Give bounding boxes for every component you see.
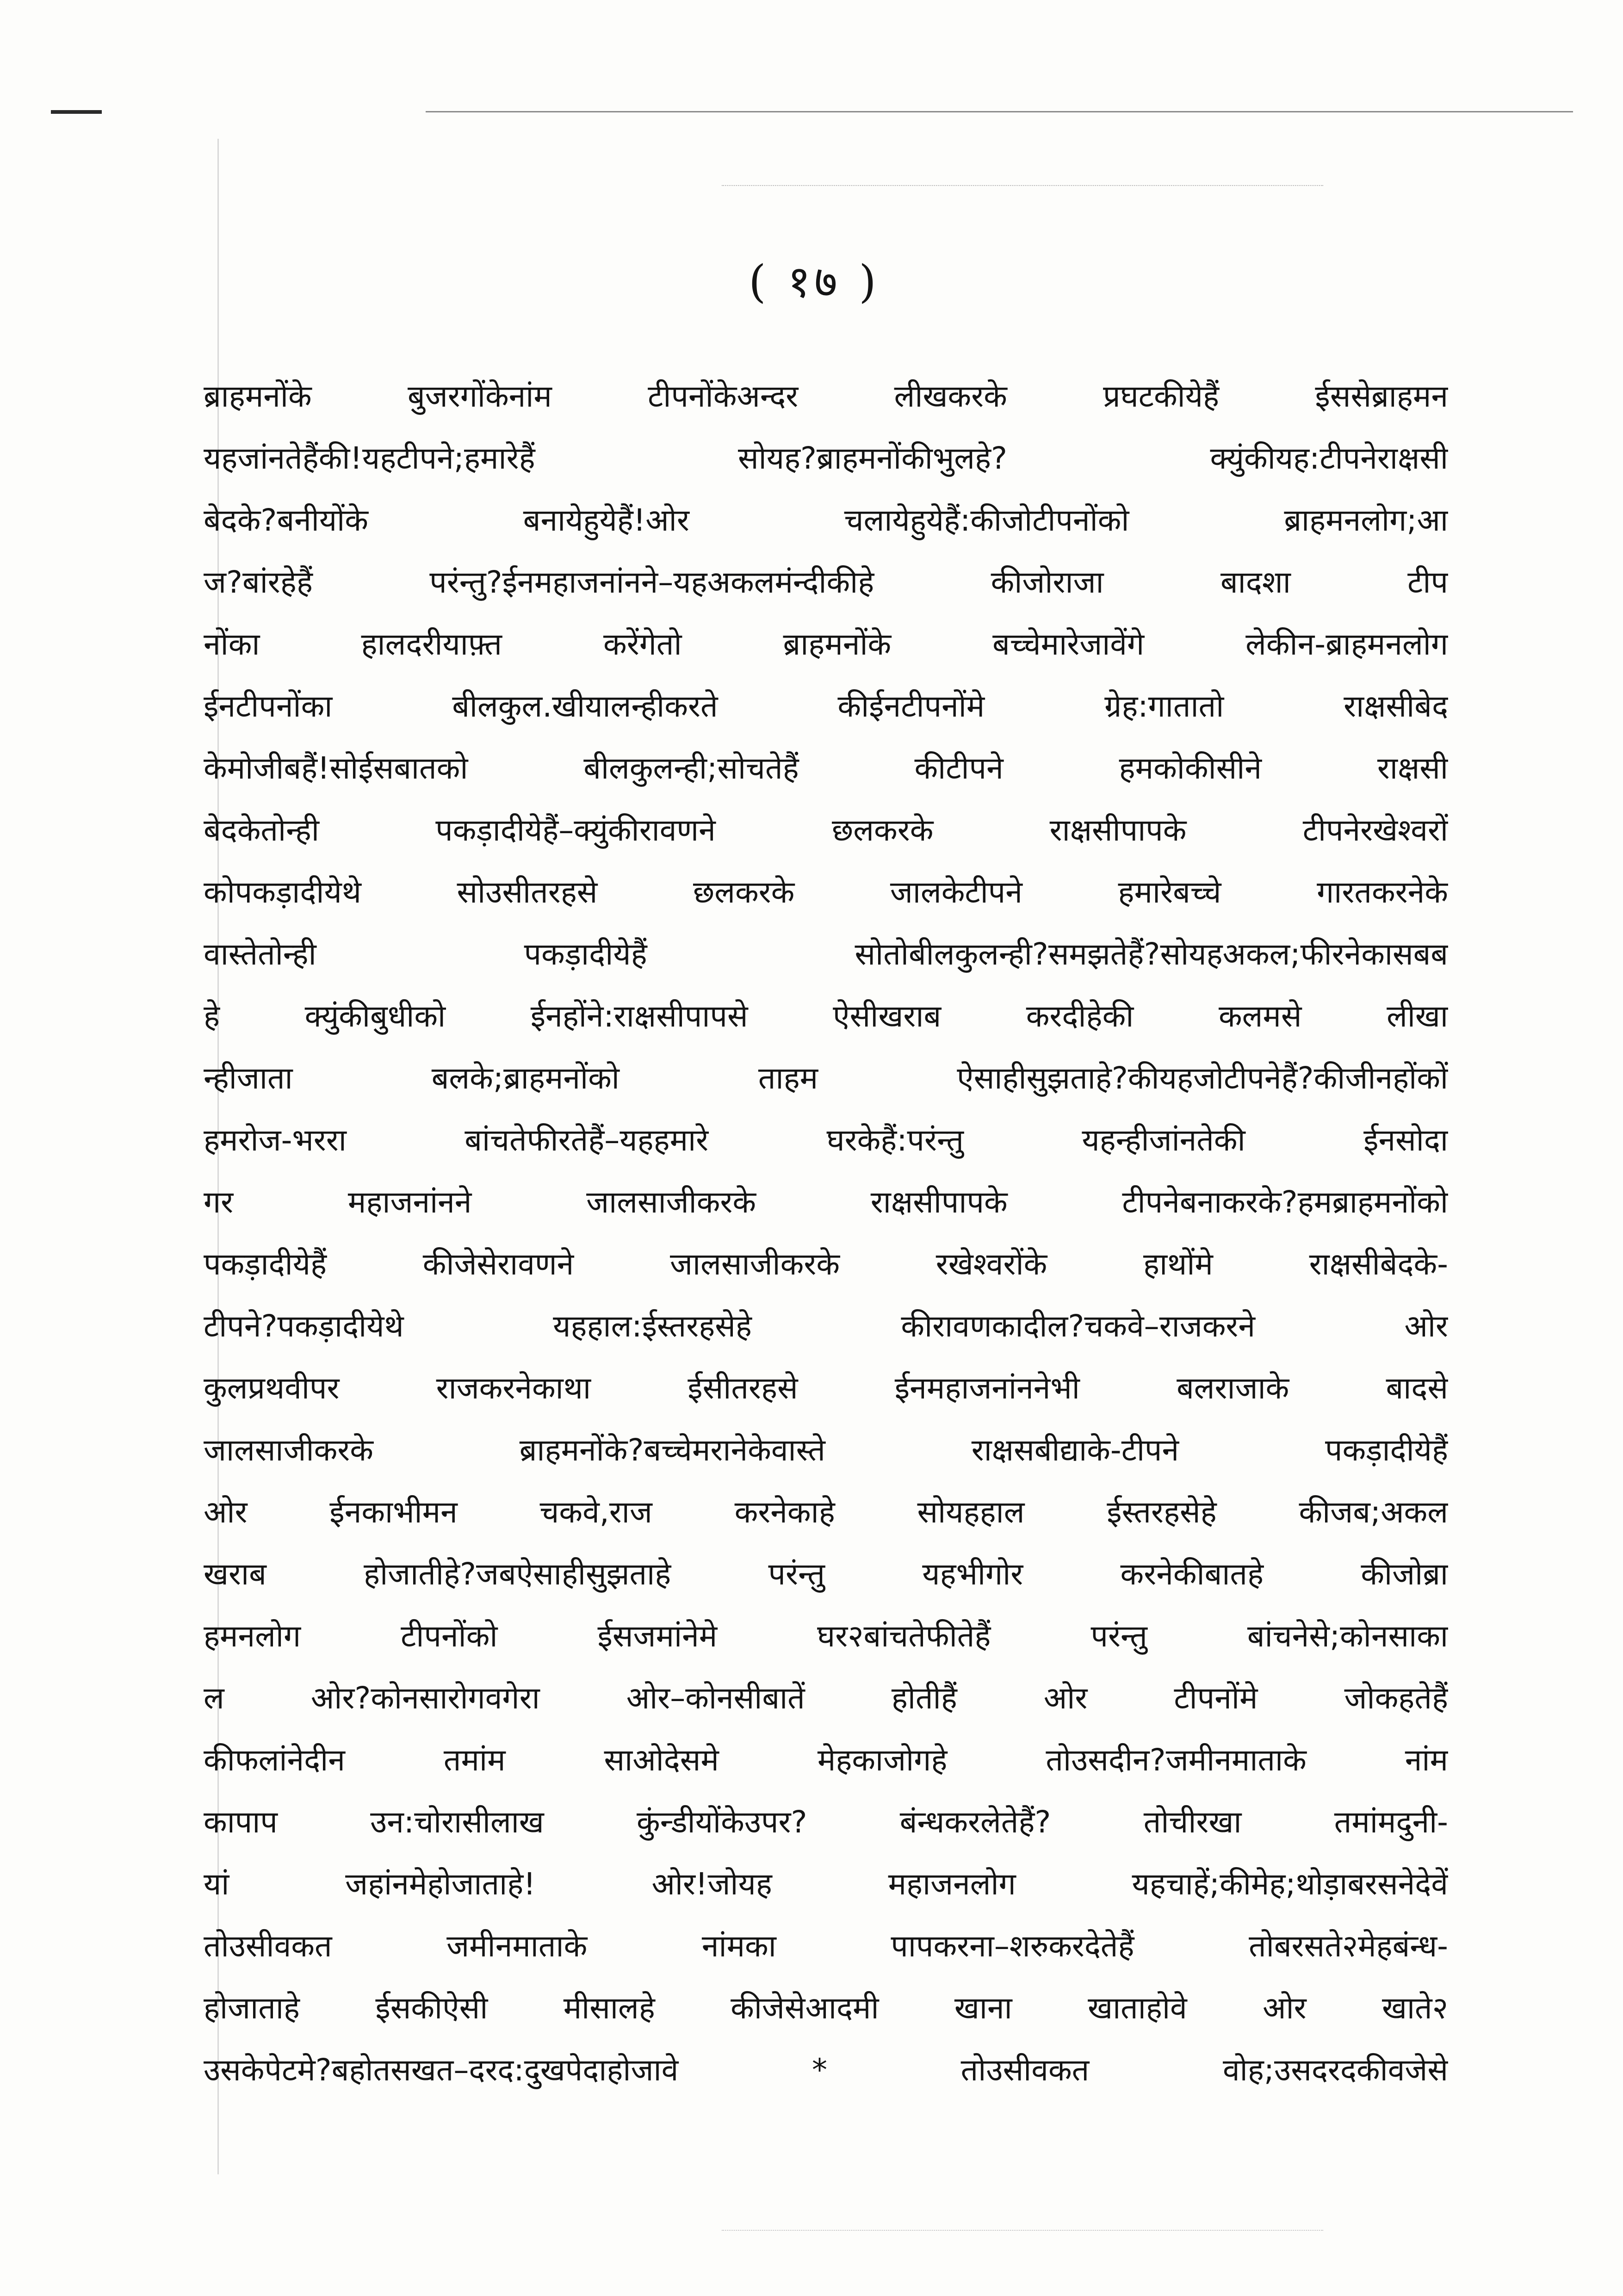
text-line: ईनटीपनोंका बीलकुल.खीयालन्हीकरते कीईनटीपनोंमे ग्रेह:गातातो राक्षसीबेद [204,688,1448,724]
text-line: बेदकेतोन्ही पकड़ादीयेहैं–क्युंकीरावणने छलकरके राक्षसीपापके टीपनेरखेश्वरों [204,812,1448,848]
text-line: खराब होजातीहे?जबऐसाहीसुझताहे परंन्तु यहभीगोर करनेकीबातहे कीजोब्रा [204,1556,1448,1592]
text-line: कुलप्रथवीपर राजकरनेकाथा ईसीतरहसे ईनमहाजनांननेभी बलराजाके बादसे [204,1370,1448,1406]
text-line: बेदके?बनीयोंके बनायेहुयेहैं!ओर चलायेहुयेहैं:कीजोटीपनोंको ब्राहमनलोग;आ [204,502,1448,538]
print-specks-top [722,185,1323,195]
text-line: हमरोज-भररा बांचतेफीरतेहैं–यहहमारे घरकेहैं:परंन्तु यहन्हीजांनतेकी ईनसोदा [204,1122,1448,1158]
page-number: ( १७ ) [749,256,880,308]
text-line: तोउसीवकत जमीनमाताके नांमका पापकरना–शरुकरदेतेहैं तोबरसते२मेहबंन्ध- [204,1928,1448,1964]
text-line: ओर ईनकाभीमन चकवे,राज करनेकाहे सोयहहाल ईस्तरहसेहे कीजब;अकल [204,1494,1448,1530]
text-line: हे क्युंकीबुधीको ईनहोंने:राक्षसीपापसे ऐसीखराब करदीहेकी कलमसे लीखा [204,998,1448,1034]
top-rule [426,111,1573,112]
text-line: ब्राहमनोंके बुजरगोंकेनांम टीपनोंकेअन्दर लीखकरके प्रघटकीयेहैं ईससेब्राहमन [204,378,1448,414]
text-line: यां जहांनमेहोजाताहे! ओर!जोयह महाजनलोग यहचाहें;कीमेह;थोड़ाबरसनेदेवें [204,1866,1448,1902]
text-line: वास्तेतोन्ही पकड़ादीयेहैं सोतोबीलकुलन्ही?समझतेहैं?सोयहअकल;फीरनेकासबब [204,936,1448,972]
text-line: हमनलोग टीपनोंको ईसजमांनेमे घर२बांचतेफीतेहैं परंन्तु बांचनेसे;कोनसाका [204,1618,1448,1654]
print-specks-bottom [722,2230,1323,2240]
text-line: यहजांनतेहैंकी!यहटीपने;हमारेहैं सोयह?ब्राहमनोंकीभुलहे? क्युंकीयह:टीपनेराक्षसी [204,440,1448,476]
text-line: गर महाजनांनने जालसाजीकरके राक्षसीपापके टीपनेबनाकरके?हमब्राहमनोंको [204,1184,1448,1220]
text-line: जालसाजीकरके ब्राहमनोंके?बच्चेमरानेकेवास्ते राक्षसबीद्याके-टीपने पकड़ादीयेहैं [204,1432,1448,1468]
text-line: ल ओर?कोनसारोगवगेरा ओर–कोनसीबातें होतीहैं ओर टीपनोंमे जोकहतेहैं [204,1680,1448,1716]
body-text [204,365,1448,2207]
text-line: केमोजीबहैं!सोईसबातको बीलकुलन्ही;सोचतेहैं कीटीपने हमकोकीसीने राक्षसी [204,750,1448,786]
text-line: कोपकड़ादीयेथे सोउसीतरहसे छलकरके जालकेटीपने हमारेबच्चे गारतकरनेके [204,874,1448,910]
text-line: ज?बांरहेहैं परंन्तु?ईनमहाजनांनने–यहअकलमंन्दीकीहे कीजोराजा बादशा टीप [204,564,1448,600]
text-line: कीफलांनेदीन तमांम साओदेसमे मेहकाजोगहे तोउसदीन?जमीनमाताके नांम [204,1742,1448,1778]
text-line: कापाप उन:चोरासीलाख कुंन्डीयोंकेउपर? बंन्धकरलेतेहैं? तोचीरखा तमांमदुनी- [204,1804,1448,1840]
text-line: न्हीजाता बलके;ब्राहमनोंको ताहम ऐसाहीसुझताहे?कीयहजोटीपनेहैं?कीजीनहोंकों [204,1060,1448,1096]
text-line: उसकेपेटमे?बहोतसखत–दरद:दुखपेदाहोजावे * तोउसीवकत वोह;उसदरदकीवजेसे [204,2052,1448,2088]
text-line: होजाताहे ईसकीऐसी मीसालहे कीजेसेआदमी खाना खाताहोवे ओर खाते२ [204,1990,1448,2026]
top-left-rule [51,110,102,114]
text-line: पकड़ादीयेहैं कीजेसेरावणने जालसाजीकरके रखेश्वरोंके हाथोंमे राक्षसीबेदके- [204,1246,1448,1282]
text-line: नोंका हालदरीयाफ़्त करेंगेतो ब्राहमनोंके बच्चेमारेजावेंगे लेकीन-ब्राहमनलोग [204,626,1448,662]
text-line: टीपने?पकड़ादीयेथे यहहाल:ईस्तरहसेहे कीरावणकादील?चकवे–राजकरने ओर [204,1308,1448,1344]
